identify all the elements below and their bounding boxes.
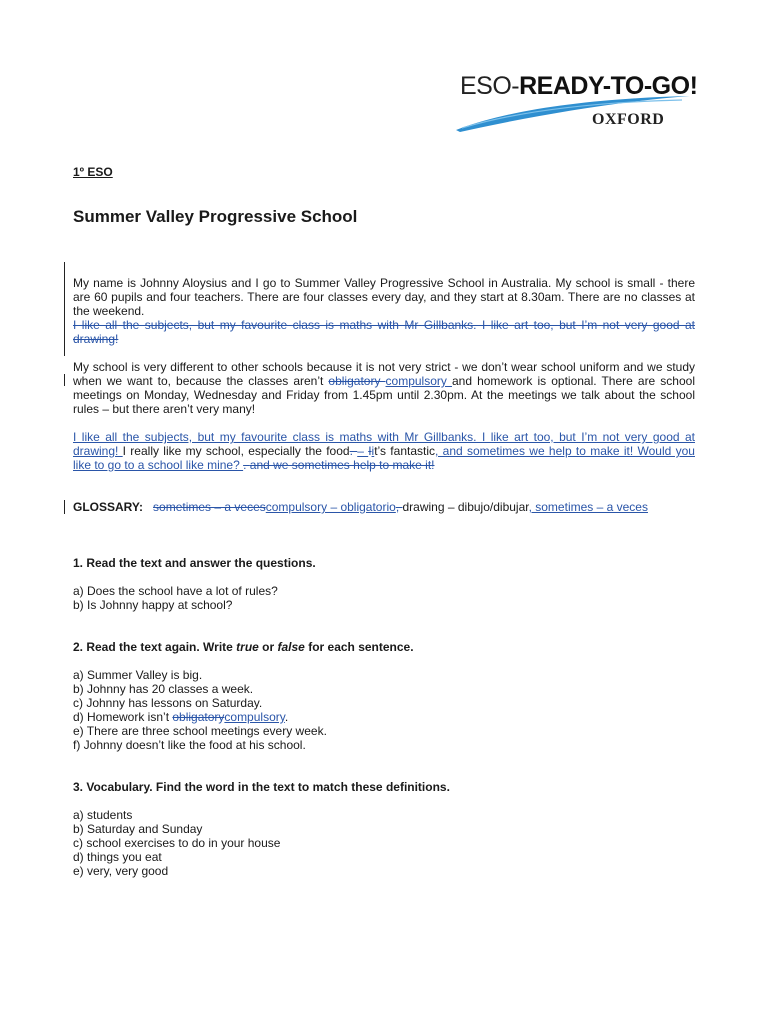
list-item: c) school exercises to do in your house	[73, 836, 281, 850]
deleted-text: .	[349, 444, 358, 458]
inserted-text: , sometimes – a veces	[528, 500, 648, 514]
question-1-heading: 1. Read the text and answer the questions.	[73, 556, 316, 570]
list-item: b) Johnny has 20 classes a week.	[73, 682, 254, 696]
inserted-text: compulsory	[385, 374, 452, 388]
inserted-text: compulsory	[224, 710, 285, 724]
question-3-heading: 3. Vocabulary. Find the word in the text to match these definitions.	[73, 780, 450, 794]
glossary	[73, 500, 695, 514]
list-item: a) Summer Valley is big.	[73, 668, 203, 682]
paragraph-text: I really like my school, especially the food	[122, 444, 350, 458]
glossary-entry: drawing – dibujo/dibujar	[402, 500, 529, 514]
heading-text: for each sentence.	[304, 640, 414, 654]
paragraph-subjects	[73, 430, 695, 472]
deleted-text: sometimes – a veces	[153, 500, 266, 514]
inserted-text: , and sometimes we help to make it! Would you like to go to a school like mine?	[73, 444, 695, 472]
change-bar	[64, 500, 65, 514]
paragraph-text: My school is very different to other schools because it is not very strict - we don’t wear school uniform and we study when we want to, because the classes aren’t	[73, 360, 695, 388]
list-item: e) There are three school meetings every week.	[73, 724, 327, 738]
inserted-text: I like all the subjects, but my favourite class is maths with Mr Gillbanks. I like art too, but I’m not very good at drawing!	[73, 430, 695, 458]
list-item: a) students	[73, 808, 133, 822]
change-bar	[64, 262, 65, 356]
list-item: e) very, very good	[73, 864, 169, 878]
heading-text: or	[258, 640, 278, 654]
paragraph-text: My name is Johnny Aloysius and I go to Summer Valley Progressive School in Australia. My school is small - there are 60 pupils and four teachers. There are four classes every day, and they start at 8.30am. There are no classes at the weekend.	[73, 276, 695, 318]
paragraph-text: t’s fantastic	[374, 444, 435, 458]
list-item: d) things you eat	[73, 850, 162, 864]
list-item	[73, 710, 288, 724]
item-text: .	[284, 710, 289, 724]
logo-main: READY-TO-GO!	[519, 72, 698, 100]
inserted-text: i	[371, 444, 375, 458]
inserted-text: –	[357, 444, 369, 458]
deleted-text: I	[368, 444, 372, 458]
logo-prefix: ESO-	[460, 72, 520, 100]
paragraph-intro	[73, 276, 695, 346]
grade-label: 1º ESO	[73, 165, 113, 179]
deleted-text: I like all the subjects, but my favourite class is maths with Mr Gillbanks. I like art too, but I’m not very good at drawing!	[73, 318, 695, 346]
deleted-text: ,	[395, 500, 403, 514]
change-bar	[64, 374, 65, 386]
list-item: b) Saturday and Sunday	[73, 822, 203, 836]
oxford-logo: OXFORD	[592, 111, 665, 128]
paragraph-text: and homework is optional. There are school meetings on Monday, Wednesday and Friday from 1.45pm until 2.30pm. At the meetings we talk about the school rules – but there aren’t very many!	[73, 374, 695, 416]
question-2-heading	[73, 640, 414, 654]
deleted-text: obligatory	[172, 710, 225, 724]
inserted-text: compulsory – obligatorio	[265, 500, 396, 514]
page-title: Summer Valley Progressive School	[73, 207, 358, 226]
heading-text: 2. Read the text again. Write	[73, 640, 237, 654]
list-item: f) Johnny doesn’t like the food at his school.	[73, 738, 306, 752]
list-item: a) Does the school have a lot of rules?	[73, 584, 278, 598]
item-text: d) Homework isn’t	[73, 710, 173, 724]
heading-false: false	[277, 640, 305, 654]
paragraph-school	[73, 360, 695, 416]
glossary-label: GLOSSARY:	[73, 500, 144, 514]
list-item: b) Is Johnny happy at school?	[73, 598, 233, 612]
deleted-text: .	[243, 458, 250, 472]
deleted-text: obligatory	[328, 374, 386, 388]
eso-ready-to-go-logo	[452, 70, 702, 140]
list-item: c) Johnny has lessons on Saturday.	[73, 696, 263, 710]
heading-true: true	[236, 640, 259, 654]
deleted-text: and we sometimes help to make it!	[249, 458, 435, 472]
